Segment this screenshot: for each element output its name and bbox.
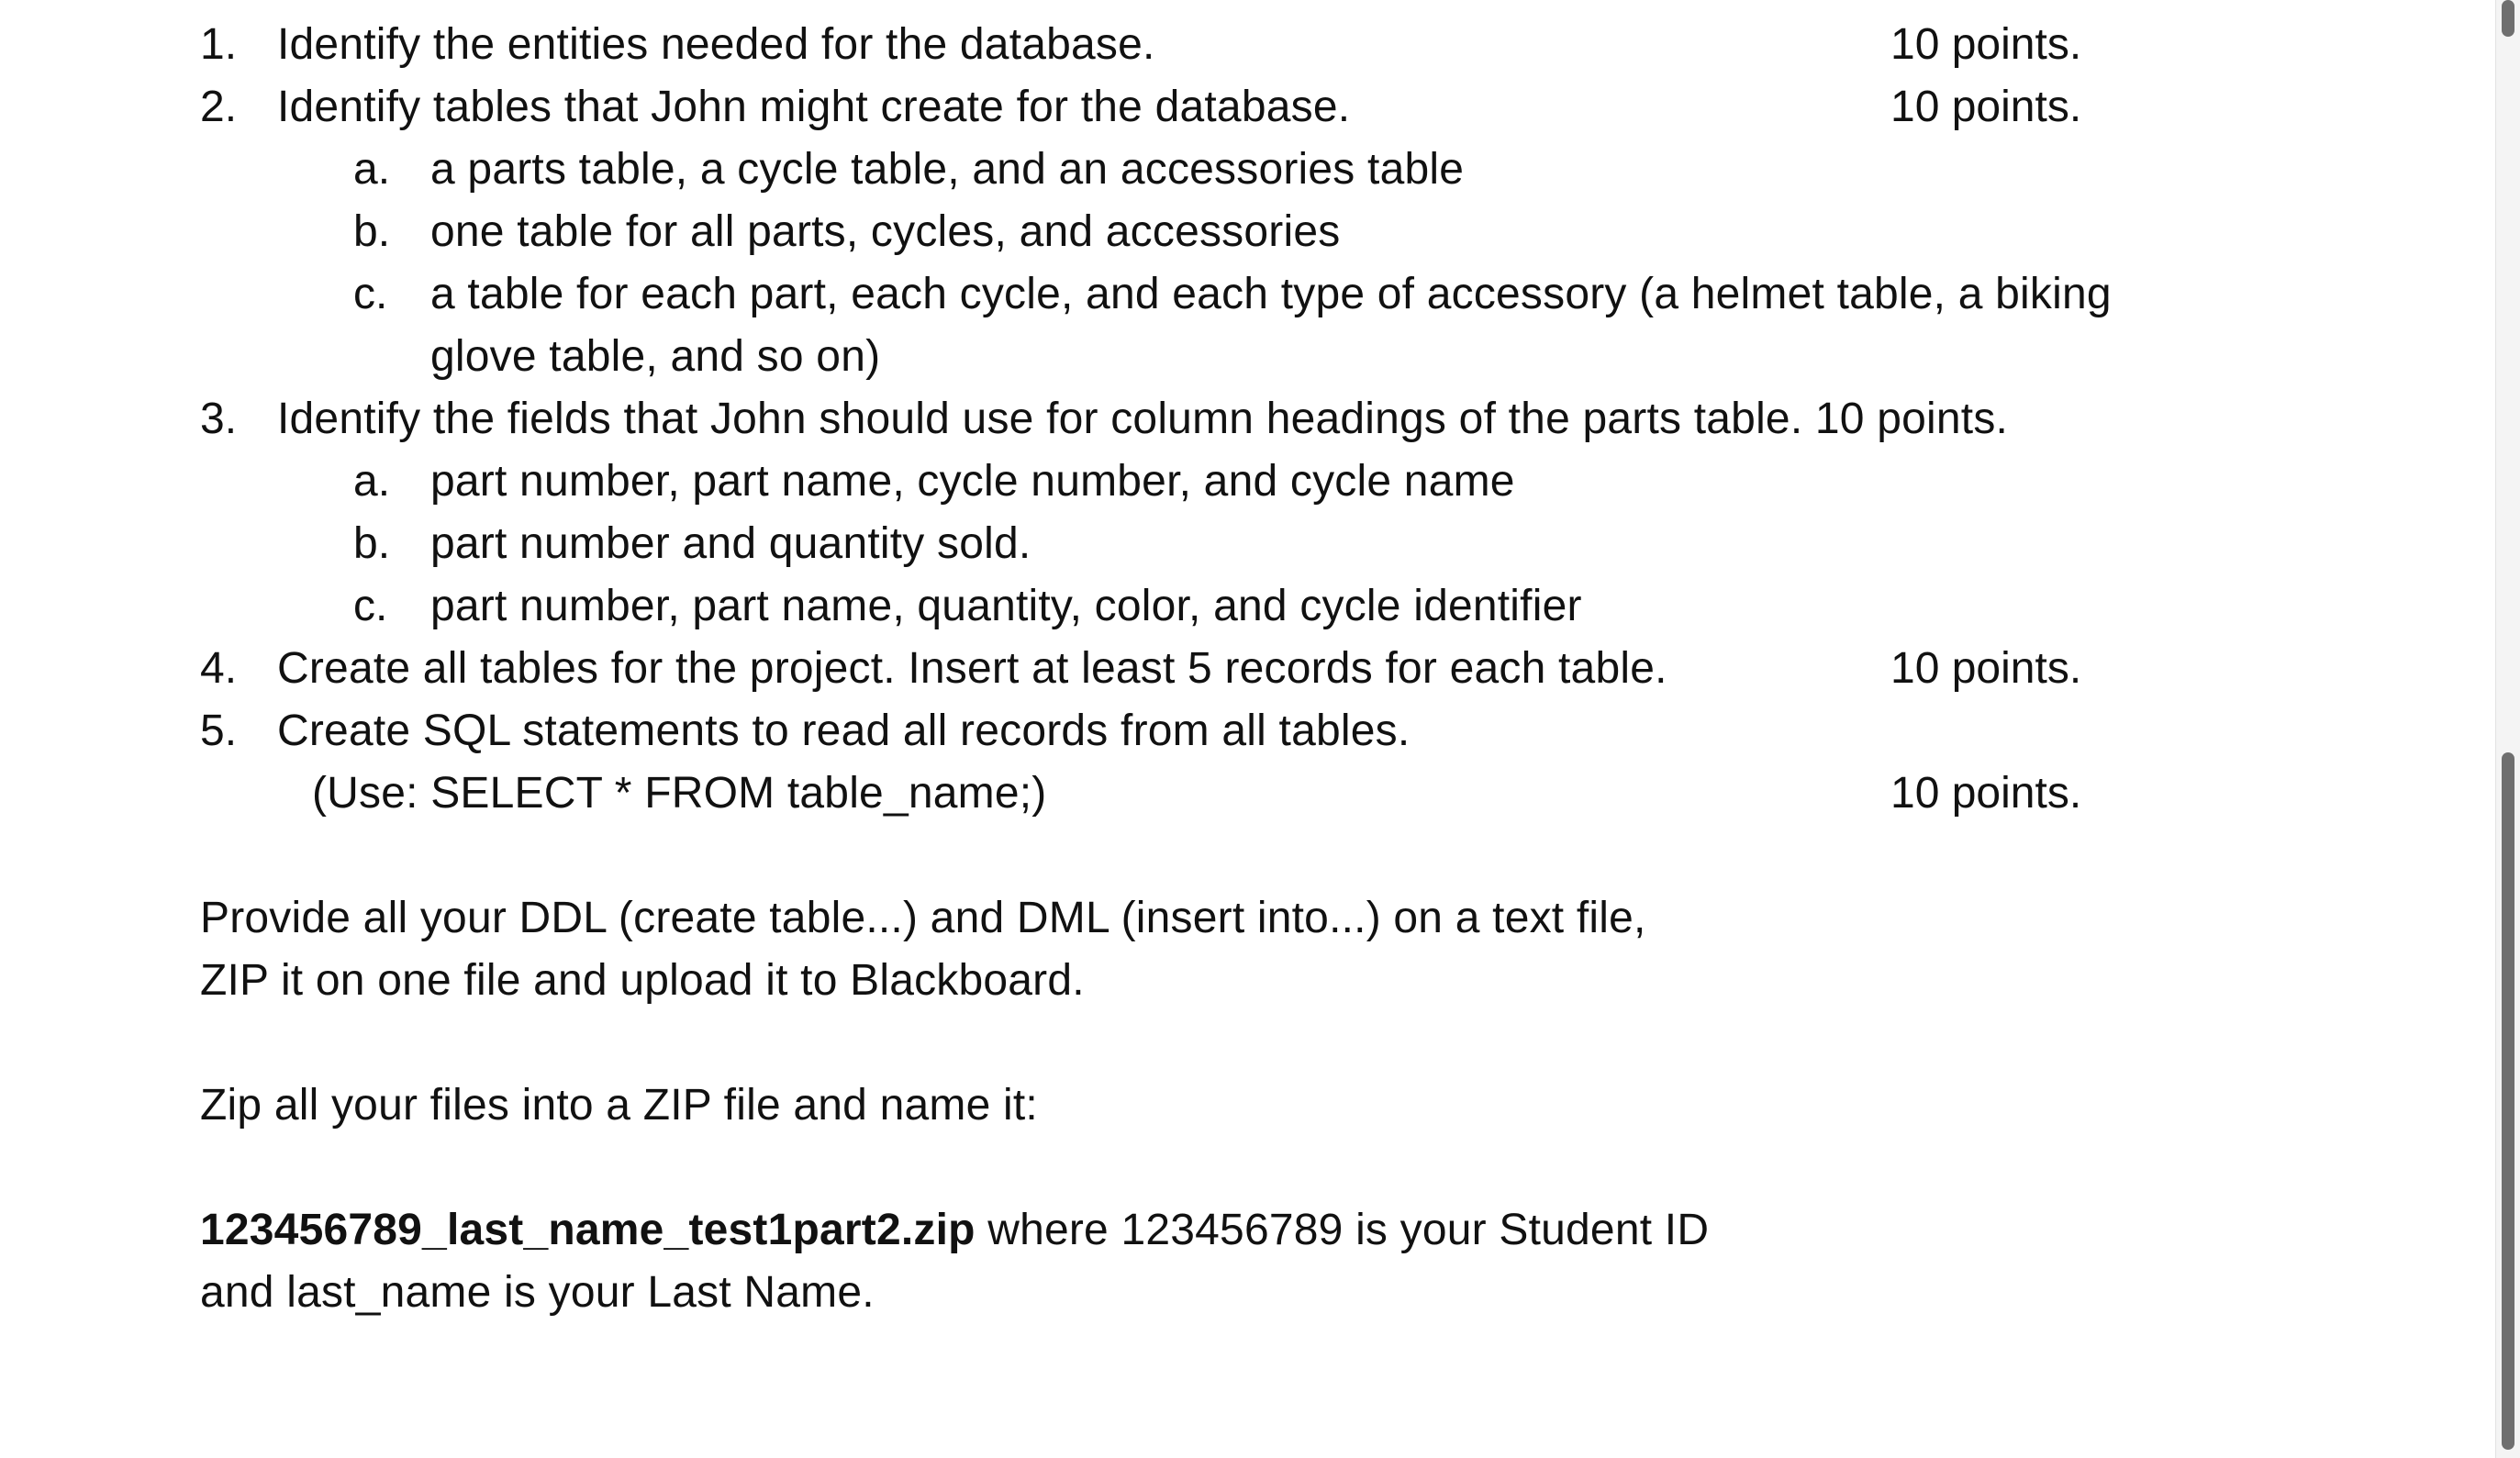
item-5-number: 5. <box>200 707 238 755</box>
item-2-option-c-continuation: glove table, and so on) <box>430 332 881 381</box>
item-2-points: 10 points. <box>1890 83 2082 131</box>
item-5-points: 10 points. <box>1890 769 2082 818</box>
item-3-option-a-letter: a. <box>353 457 391 506</box>
item-4-points: 10 points. <box>1890 644 2082 693</box>
item-3-text: Identify the fields that John should use for column headings of the parts table. 10 points. <box>277 395 2009 443</box>
item-5-text: Create SQL statements to read all records from all tables. <box>277 707 1411 755</box>
item-2-option-c-text: a table for each part, each cycle, and each type of accessory (a helmet table, a biking <box>430 270 2112 318</box>
filename-bold: 123456789_last_name_test1part2.zip <box>200 1206 976 1254</box>
item-5-subtext: (Use: SELECT * FROM table_name;) <box>312 769 1047 818</box>
item-1-text: Identify the entities needed for the database. <box>277 20 1155 69</box>
item-2-option-a-text: a parts table, a cycle table, and an accessories table <box>430 145 1465 194</box>
instructions-filename-line <box>200 1199 1709 1262</box>
item-2-option-b-letter: b. <box>353 207 391 256</box>
item-1-number: 1. <box>200 20 238 69</box>
item-3-option-c-text: part number, part name, quantity, color, and cycle identifier <box>430 582 1582 630</box>
item-2-number: 2. <box>200 83 238 131</box>
instructions-zip-line: Zip all your files into a ZIP file and name it: <box>200 1081 1038 1130</box>
item-2-option-c-letter: c. <box>353 270 388 318</box>
filename-description: where 123456789 is your Student ID <box>975 1206 1710 1254</box>
item-2-option-b-text: one table for all parts, cycles, and accessories <box>430 207 1341 256</box>
vertical-scrollbar[interactable] <box>2495 0 2520 1458</box>
item-4-text: Create all tables for the project. Insert at least 5 records for each table. <box>277 644 1667 693</box>
instructions-provide-line-1: Provide all your DDL (create table...) and DML (insert into...) on a text file, <box>200 894 1646 942</box>
item-3-option-b-letter: b. <box>353 519 391 568</box>
item-3-number: 3. <box>200 395 238 443</box>
item-3-option-a-text: part number, part name, cycle number, and cycle name <box>430 457 1515 506</box>
instructions-provide-line-2: ZIP it on one file and upload it to Blackboard. <box>200 956 1085 1005</box>
item-3-option-c-letter: c. <box>353 582 388 630</box>
item-1-points: 10 points. <box>1890 20 2082 69</box>
scrollbar-thumb-top[interactable] <box>2502 0 2514 37</box>
item-2-option-a-letter: a. <box>353 145 391 194</box>
scrollbar-thumb[interactable] <box>2502 752 2514 1450</box>
item-4-number: 4. <box>200 644 238 693</box>
instructions-last-line: and last_name is your Last Name. <box>200 1268 875 1317</box>
item-3-option-b-text: part number and quantity sold. <box>430 519 1031 568</box>
item-2-text: Identify tables that John might create for the database. <box>277 83 1351 131</box>
